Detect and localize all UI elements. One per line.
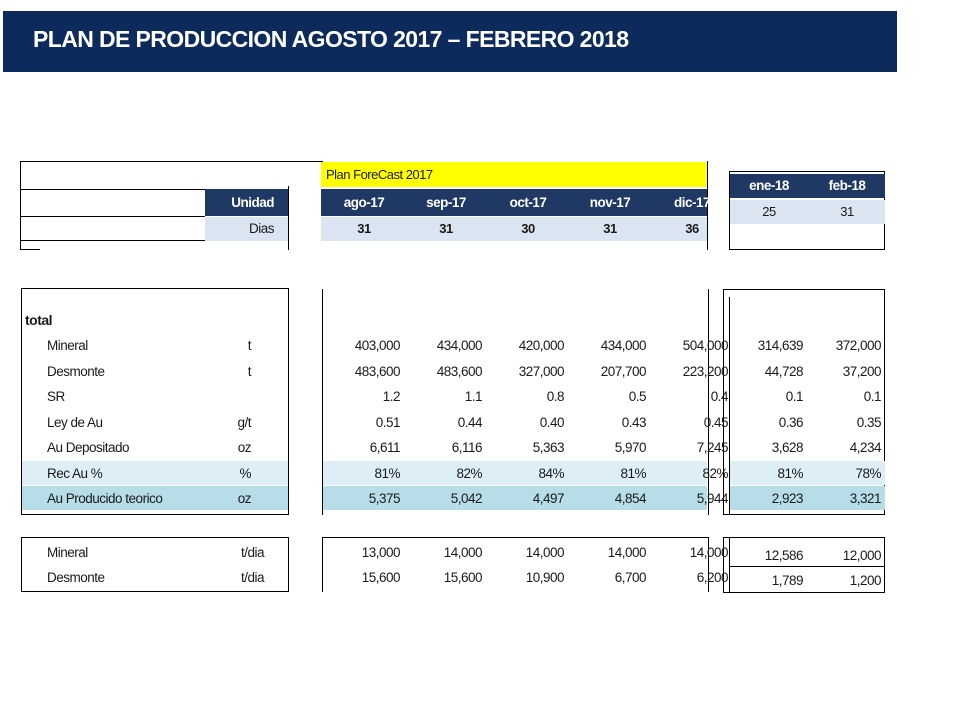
daily-row-value: 14,000 — [689, 545, 728, 560]
daily-top-border — [322, 537, 708, 538]
header-row-line — [20, 189, 205, 190]
row-label: SR — [47, 389, 65, 404]
daily-row-value: 10,900 — [525, 570, 564, 585]
extra-row-value: 78% — [855, 466, 881, 481]
extra-row-value: 0.1 — [785, 389, 803, 404]
row-value: 82% — [456, 466, 482, 481]
row-value: 434,000 — [436, 338, 482, 353]
extra-row-value: 2,923 — [771, 491, 803, 506]
row-value: 6,116 — [451, 440, 482, 455]
row-value: 7,245 — [696, 440, 728, 455]
extra-row-value: 81% — [777, 466, 803, 481]
extra-row-value: 314,639 — [757, 338, 803, 353]
row-value: 6,611 — [369, 440, 400, 455]
row-value: 0.45 — [703, 415, 728, 430]
row-value: 1.2 — [382, 389, 400, 404]
daily-extra-value: 12,000 — [842, 548, 881, 563]
row-unit: oz — [237, 440, 251, 455]
row-value: 483,600 — [436, 364, 482, 379]
row-value: 81% — [374, 466, 400, 481]
daily-row-label: Mineral — [47, 545, 88, 560]
daily-row-value: 6,200 — [696, 570, 728, 585]
row-label: Desmonte — [47, 364, 105, 379]
daily-row-unit: t/dia — [240, 545, 264, 560]
extra-row-value: 3,628 — [771, 440, 803, 455]
header-unit-right-border — [288, 186, 289, 250]
extra-row-value: 0.1 — [863, 389, 881, 404]
row-unit: t — [247, 338, 251, 353]
row-unit: t — [247, 364, 251, 379]
daily-row-value: 14,000 — [443, 545, 482, 560]
row-label: Mineral — [47, 338, 88, 353]
row-label: Au Depositado — [47, 440, 130, 455]
row-value: 81% — [620, 466, 646, 481]
row-value: 5,042 — [450, 491, 482, 506]
dias-value: 36 — [685, 221, 699, 236]
extra-row-value: 37,200 — [842, 364, 881, 379]
dias-value: 31 — [439, 221, 453, 236]
extra-row-value: 4,234 — [849, 440, 881, 455]
row-value: 0.43 — [621, 415, 646, 430]
dias-label: Dias — [205, 217, 288, 241]
extra-row-value: 44,728 — [764, 364, 803, 379]
row-value: 5,363 — [532, 440, 564, 455]
row-value: 82% — [702, 466, 728, 481]
unit-header: Unidad — [205, 189, 288, 216]
row-value: 223,200 — [682, 364, 728, 379]
row-value: 1.1 — [464, 389, 482, 404]
daily-row-value: 13,000 — [361, 545, 400, 560]
row-value: 0.8 — [546, 389, 564, 404]
row-unit: g/t — [237, 415, 251, 430]
header-left-border — [20, 161, 21, 250]
row-value: 0.4 — [710, 389, 728, 404]
row-value: 5,944 — [696, 491, 728, 506]
extra-row-value: 372,000 — [835, 338, 881, 353]
row-value: 84% — [538, 466, 564, 481]
extra-row-value: 3,321 — [849, 491, 881, 506]
forecast-banner: Plan ForeCast 2017 — [321, 162, 707, 187]
title-bar — [3, 11, 897, 72]
row-value: 207,700 — [600, 364, 646, 379]
row-value: 0.44 — [457, 415, 482, 430]
month-header: dic-17 — [673, 195, 711, 210]
header-row-line — [20, 216, 205, 217]
header-top-border — [20, 161, 323, 162]
month-header: sep-17 — [426, 195, 466, 210]
row-unit: % — [239, 466, 251, 481]
row-unit: oz — [237, 491, 251, 506]
extra-row-value: 0.36 — [778, 415, 803, 430]
daily-extra-value: 12,586 — [764, 548, 803, 563]
extra-month-header: feb-18 — [828, 178, 866, 193]
row-value: 0.5 — [628, 389, 646, 404]
extra-dias-value: 25 — [762, 204, 776, 219]
row-unit — [205, 384, 288, 408]
section-title: total — [25, 312, 53, 328]
dias-value: 31 — [357, 221, 371, 236]
row-value: 504,000 — [682, 338, 728, 353]
daily-row-value: 6,700 — [614, 570, 646, 585]
daily-row-value: 15,600 — [443, 570, 482, 585]
extra-month-header: ene-18 — [749, 178, 789, 193]
month-header: nov-17 — [589, 195, 631, 210]
daily-row-unit: t/dia — [240, 570, 264, 585]
extra-row-value: 0.35 — [856, 415, 881, 430]
dias-value: 30 — [521, 221, 535, 236]
header-bottom-stub — [20, 249, 40, 250]
month-header: oct-17 — [509, 195, 547, 210]
daily-row-value: 14,000 — [607, 545, 646, 560]
page-title: PLAN DE PRODUCCION AGOSTO 2017 – FEBRERO 2018 — [33, 26, 629, 52]
row-label: Rec Au % — [47, 466, 103, 481]
row-value: 420,000 — [518, 338, 564, 353]
extra-dias-value: 31 — [840, 204, 854, 219]
row-value: 4,497 — [532, 491, 564, 506]
daily-row-value: 14,000 — [525, 545, 564, 560]
row-label: Ley de Au — [47, 415, 103, 430]
row-label: Au Producido teorico — [47, 491, 163, 506]
row-value: 0.40 — [539, 415, 564, 430]
month-header: ago-17 — [343, 195, 385, 210]
row-value: 327,000 — [518, 364, 564, 379]
row-value: 4,854 — [614, 491, 646, 506]
row-value: 0.51 — [375, 415, 400, 430]
daily-extra-value: 1,200 — [849, 573, 881, 588]
row-value: 5,375 — [368, 491, 400, 506]
daily-extra-value: 1,789 — [771, 573, 803, 588]
row-value: 403,000 — [354, 338, 400, 353]
daily-row-label: Desmonte — [47, 570, 105, 585]
row-value: 483,600 — [354, 364, 400, 379]
row-value: 434,000 — [600, 338, 646, 353]
daily-row-value: 15,600 — [361, 570, 400, 585]
row-value: 5,970 — [614, 440, 646, 455]
dias-value: 31 — [603, 221, 617, 236]
